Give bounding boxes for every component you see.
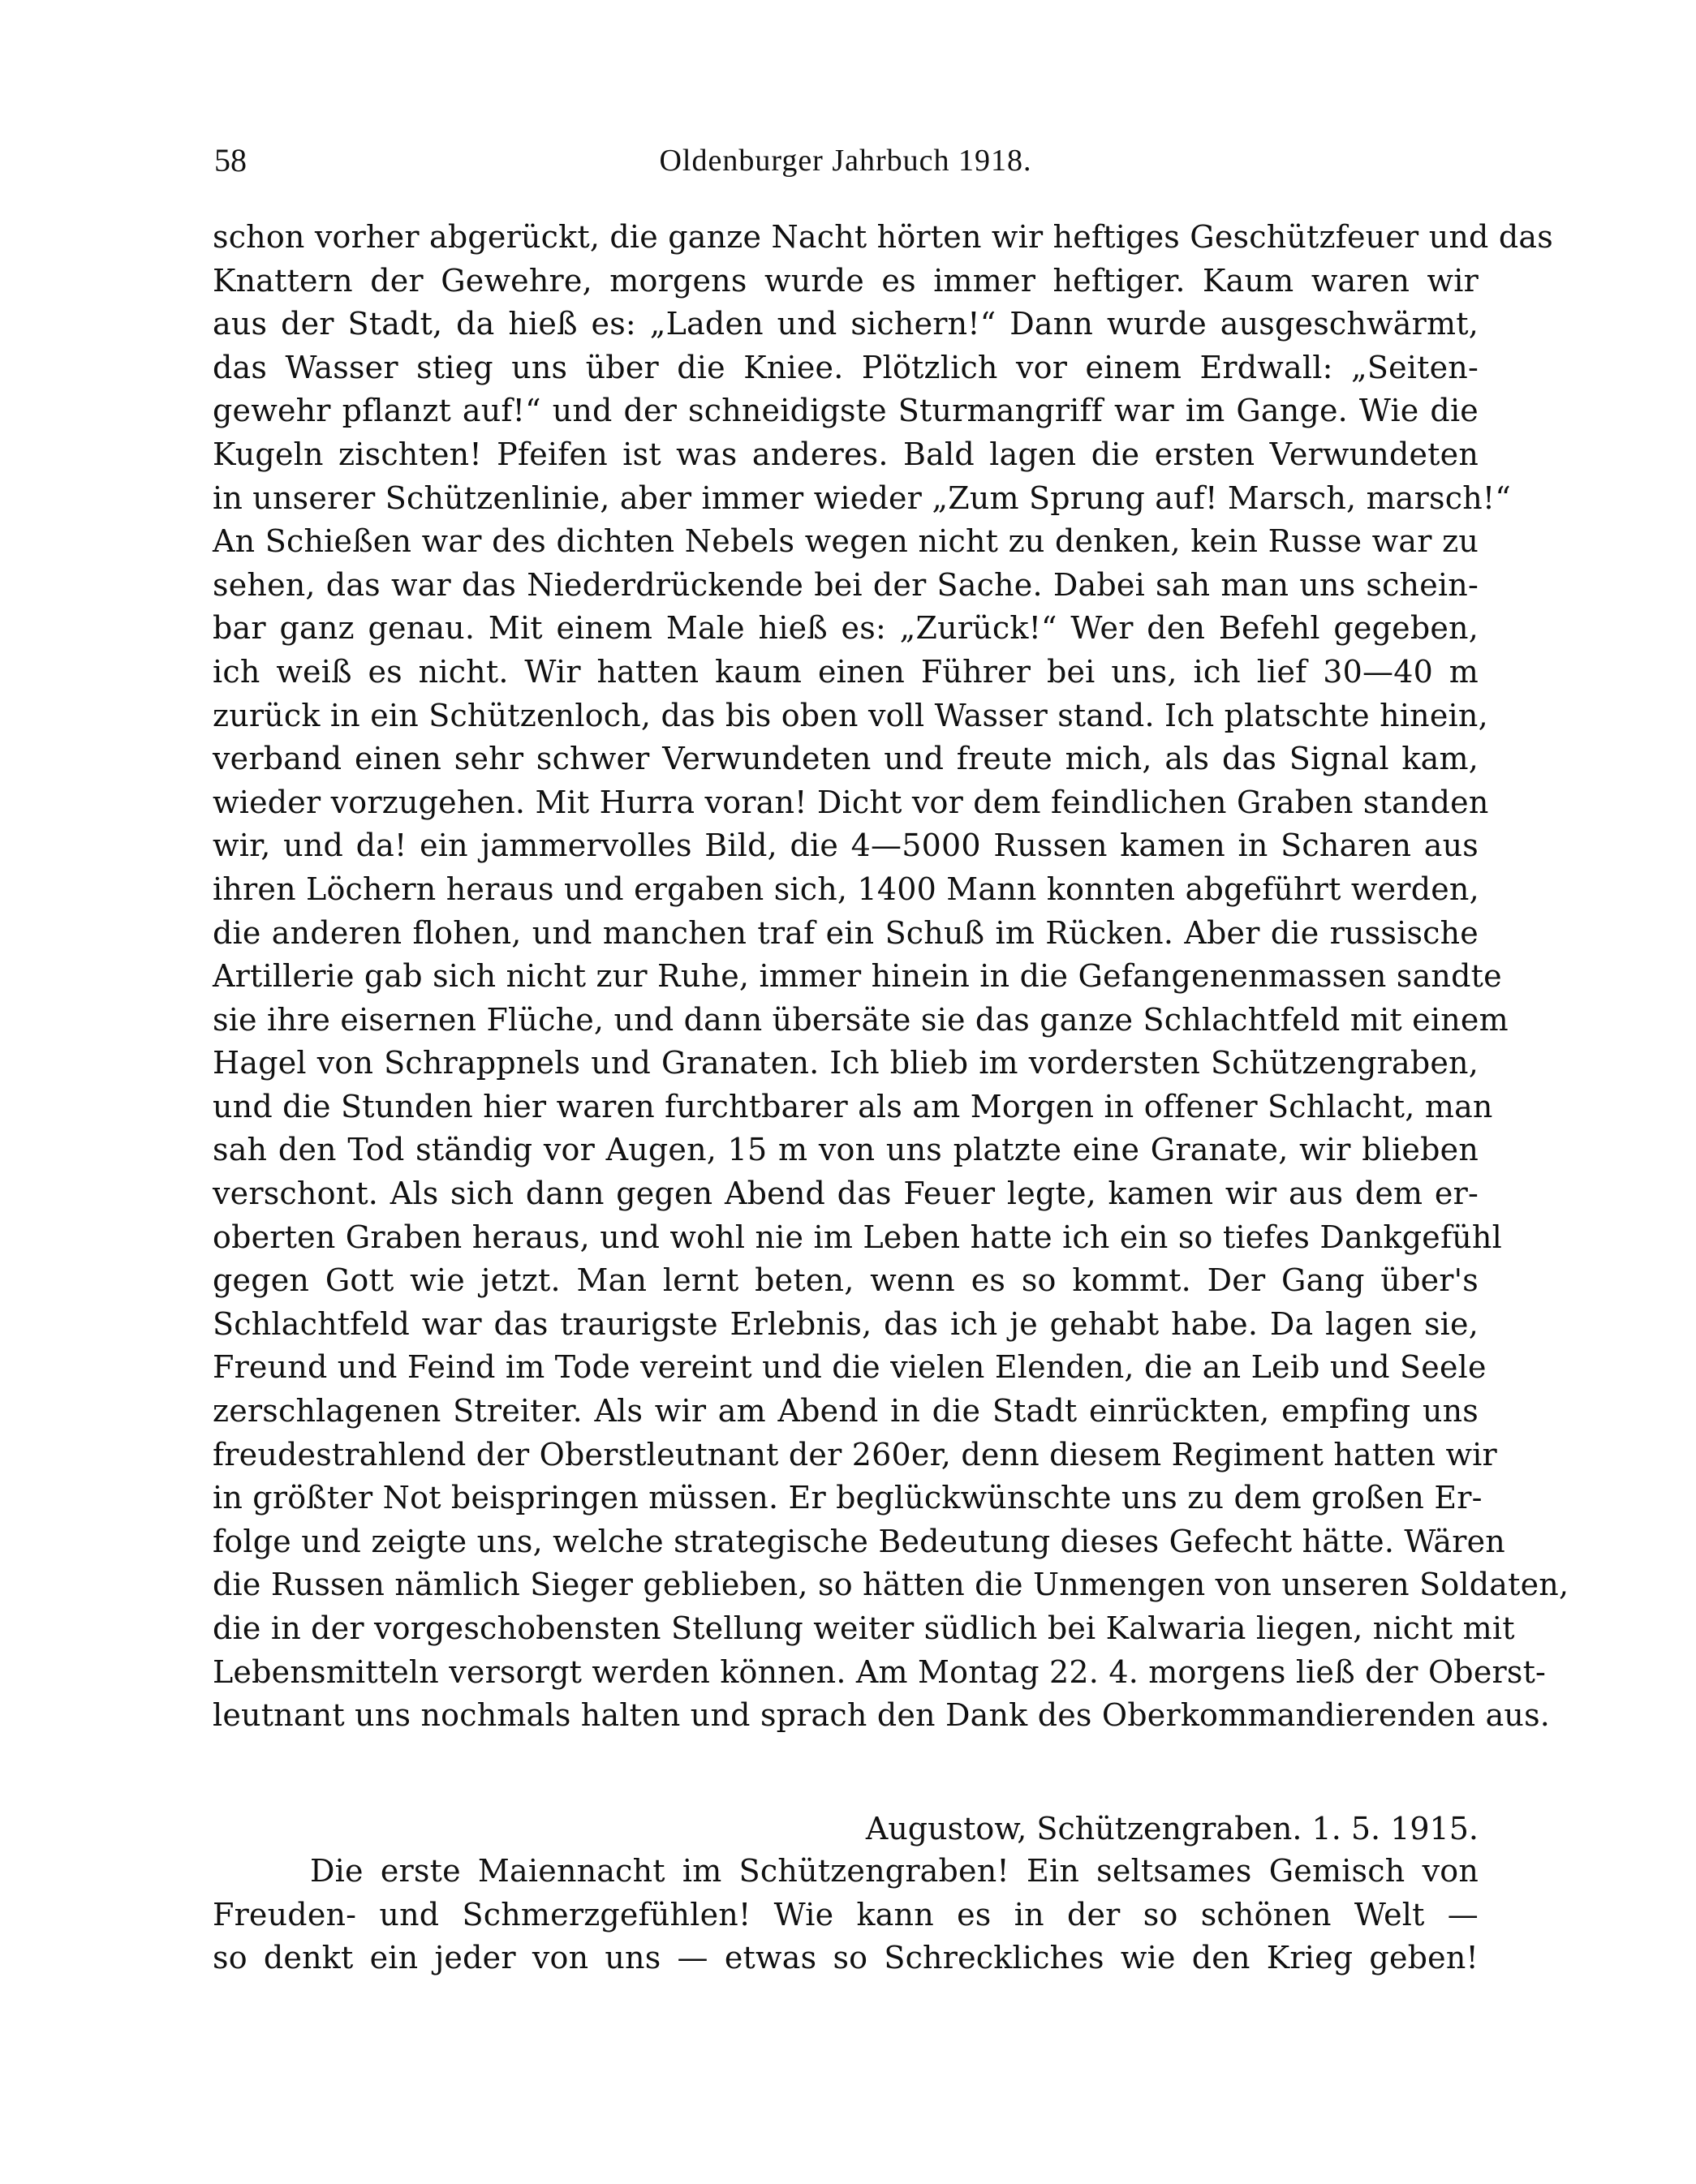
text-line: Freuden- und Schmerzgefühlen! Wie kann es in der so schönen Welt — <box>213 1896 1479 1932</box>
text-line: verband einen sehr schwer Verwundeten und freute mich, als das Signal kam, <box>213 741 1479 777</box>
entry-text <box>213 1850 1479 1980</box>
text-line: Knattern der Gewehre, morgens wurde es immer heftiger. Kaum waren wir <box>213 262 1479 299</box>
text-line: ich weiß es nicht. Wir hatten kaum einen Führer bei uns, ich lief 30—40 m <box>213 653 1479 690</box>
text-line: freudestrahlend der Oberstleutnant der 260er, denn diesem Regiment hatten wir <box>213 1436 1497 1472</box>
text-line: bar ganz genau. Mit einem Male hieß es: „Zurück!“ Wer den Befehl gegeben, <box>213 610 1479 647</box>
text-line: leutnant uns nochmals halten und sprach den Dank des Oberkommandierenden aus. <box>213 1697 1551 1734</box>
text-line: zerschlagenen Streiter. Als wir am Abend in die Stadt einrückten, empfing uns <box>213 1393 1479 1429</box>
entry-dateline: Augustow, Schützengraben. 1. 5. 1915. <box>865 1811 1479 1847</box>
body-text <box>213 216 1569 1738</box>
text-line: wieder vorzugehen. Mit Hurra voran! Dicht vor dem feindlichen Graben standen <box>213 784 1489 820</box>
text-line: sah den Tod ständig vor Augen, 15 m von uns platzte eine Granate, wir blieben <box>213 1132 1479 1168</box>
text-line: ihren Löchern heraus und ergaben sich, 1400 Mann konnten abgeführt werden, <box>213 871 1479 907</box>
page-header <box>214 136 1477 185</box>
text-line: wir, und da! ein jammervolles Bild, die 4—5000 Russen kamen in Scharen aus <box>213 828 1479 864</box>
text-line: Schlachtfeld war das traurigste Erlebnis, das ich je gehabt habe. Da lagen sie, <box>213 1305 1479 1342</box>
text-line: Freund und Feind im Tode vereint und die vielen Elenden, die an Leib und Seele <box>213 1349 1487 1386</box>
text-line: so denkt ein jeder von uns — etwas so Schreckliches wie den Krieg geben! <box>213 1940 1479 1976</box>
text-line: die anderen flohen, und manchen traf ein Schuß im Rücken. Aber die russische <box>213 914 1479 951</box>
text-line: Artillerie gab sich nicht zur Ruhe, immer hinein in die Gefangenenmassen sandte <box>213 958 1502 995</box>
text-line: Die erste Maiennacht im Schützengraben! Ein seltsames Gemisch von <box>310 1853 1479 1889</box>
text-line: verschont. Als sich dann gegen Abend das Feuer legte, kamen wir aus dem er- <box>213 1176 1479 1212</box>
text-line: und die Stunden hier waren furchtbarer als am Morgen in offener Schlacht, man <box>213 1088 1493 1124</box>
text-line: in unserer Schützenlinie, aber immer wieder „Zum Sprung auf! Marsch, marsch!“ <box>213 479 1511 516</box>
text-line: Kugeln zischten! Pfeifen ist was anderes. Bald lagen die ersten Verwundeten <box>213 436 1479 472</box>
text-line: sehen, das war das Niederdrückende bei der Sache. Dabei sah man uns schein- <box>213 566 1479 603</box>
text-line: die Russen nämlich Sieger geblieben, so hätten die Unmengen von unseren Soldaten, <box>213 1567 1569 1603</box>
page-number: 58 <box>214 142 247 178</box>
text-line: in größter Not beispringen müssen. Er beglückwünschte uns zu dem großen Er- <box>213 1480 1483 1516</box>
text-line: Hagel von Schrappnels und Granaten. Ich blieb im vordersten Schützengraben, <box>213 1045 1479 1081</box>
text-line: schon vorher abgerückt, die ganze Nacht hörten wir heftiges Geschützfeuer und das <box>213 219 1553 255</box>
running-title: Oldenburger Jahrbuch 1918. <box>659 144 1032 178</box>
text-line: gegen Gott wie jetzt. Man lernt beten, wenn es so kommt. Der Gang über's <box>213 1262 1479 1299</box>
text-line: aus der Stadt, da hieß es: „Laden und sichern!“ Dann wurde ausgeschwärmt, <box>213 306 1479 342</box>
text-line: folge und zeigte uns, welche strategische Bedeutung dieses Gefecht hätte. Wären <box>213 1523 1505 1559</box>
text-line: sie ihre eisernen Flüche, und dann übersäte sie das ganze Schlachtfeld mit einem <box>213 1001 1509 1038</box>
text-line: das Wasser stieg uns über die Kniee. Plötzlich vor einem Erdwall: „Seiten- <box>213 349 1479 385</box>
text-line: Lebensmitteln versorgt werden können. Am Montag 22. 4. morgens ließ der Oberst- <box>213 1653 1547 1690</box>
text-line: An Schießen war des dichten Nebels wegen nicht zu denken, kein Russe war zu <box>213 523 1479 560</box>
text-line: zurück in ein Schützenloch, das bis oben voll Wasser stand. Ich platschte hinein, <box>213 697 1488 733</box>
text-line: oberten Graben heraus, und wohl nie im Leben hatte ich ein so tiefes Dankgefühl <box>213 1219 1502 1255</box>
text-line: die in der vorgeschobensten Stellung weiter südlich bei Kalwaria liegen, nicht mit <box>213 1610 1515 1646</box>
text-line: gewehr pflanzt auf!“ und der schneidigste Sturmangriff war im Gange. Wie die <box>213 393 1479 429</box>
